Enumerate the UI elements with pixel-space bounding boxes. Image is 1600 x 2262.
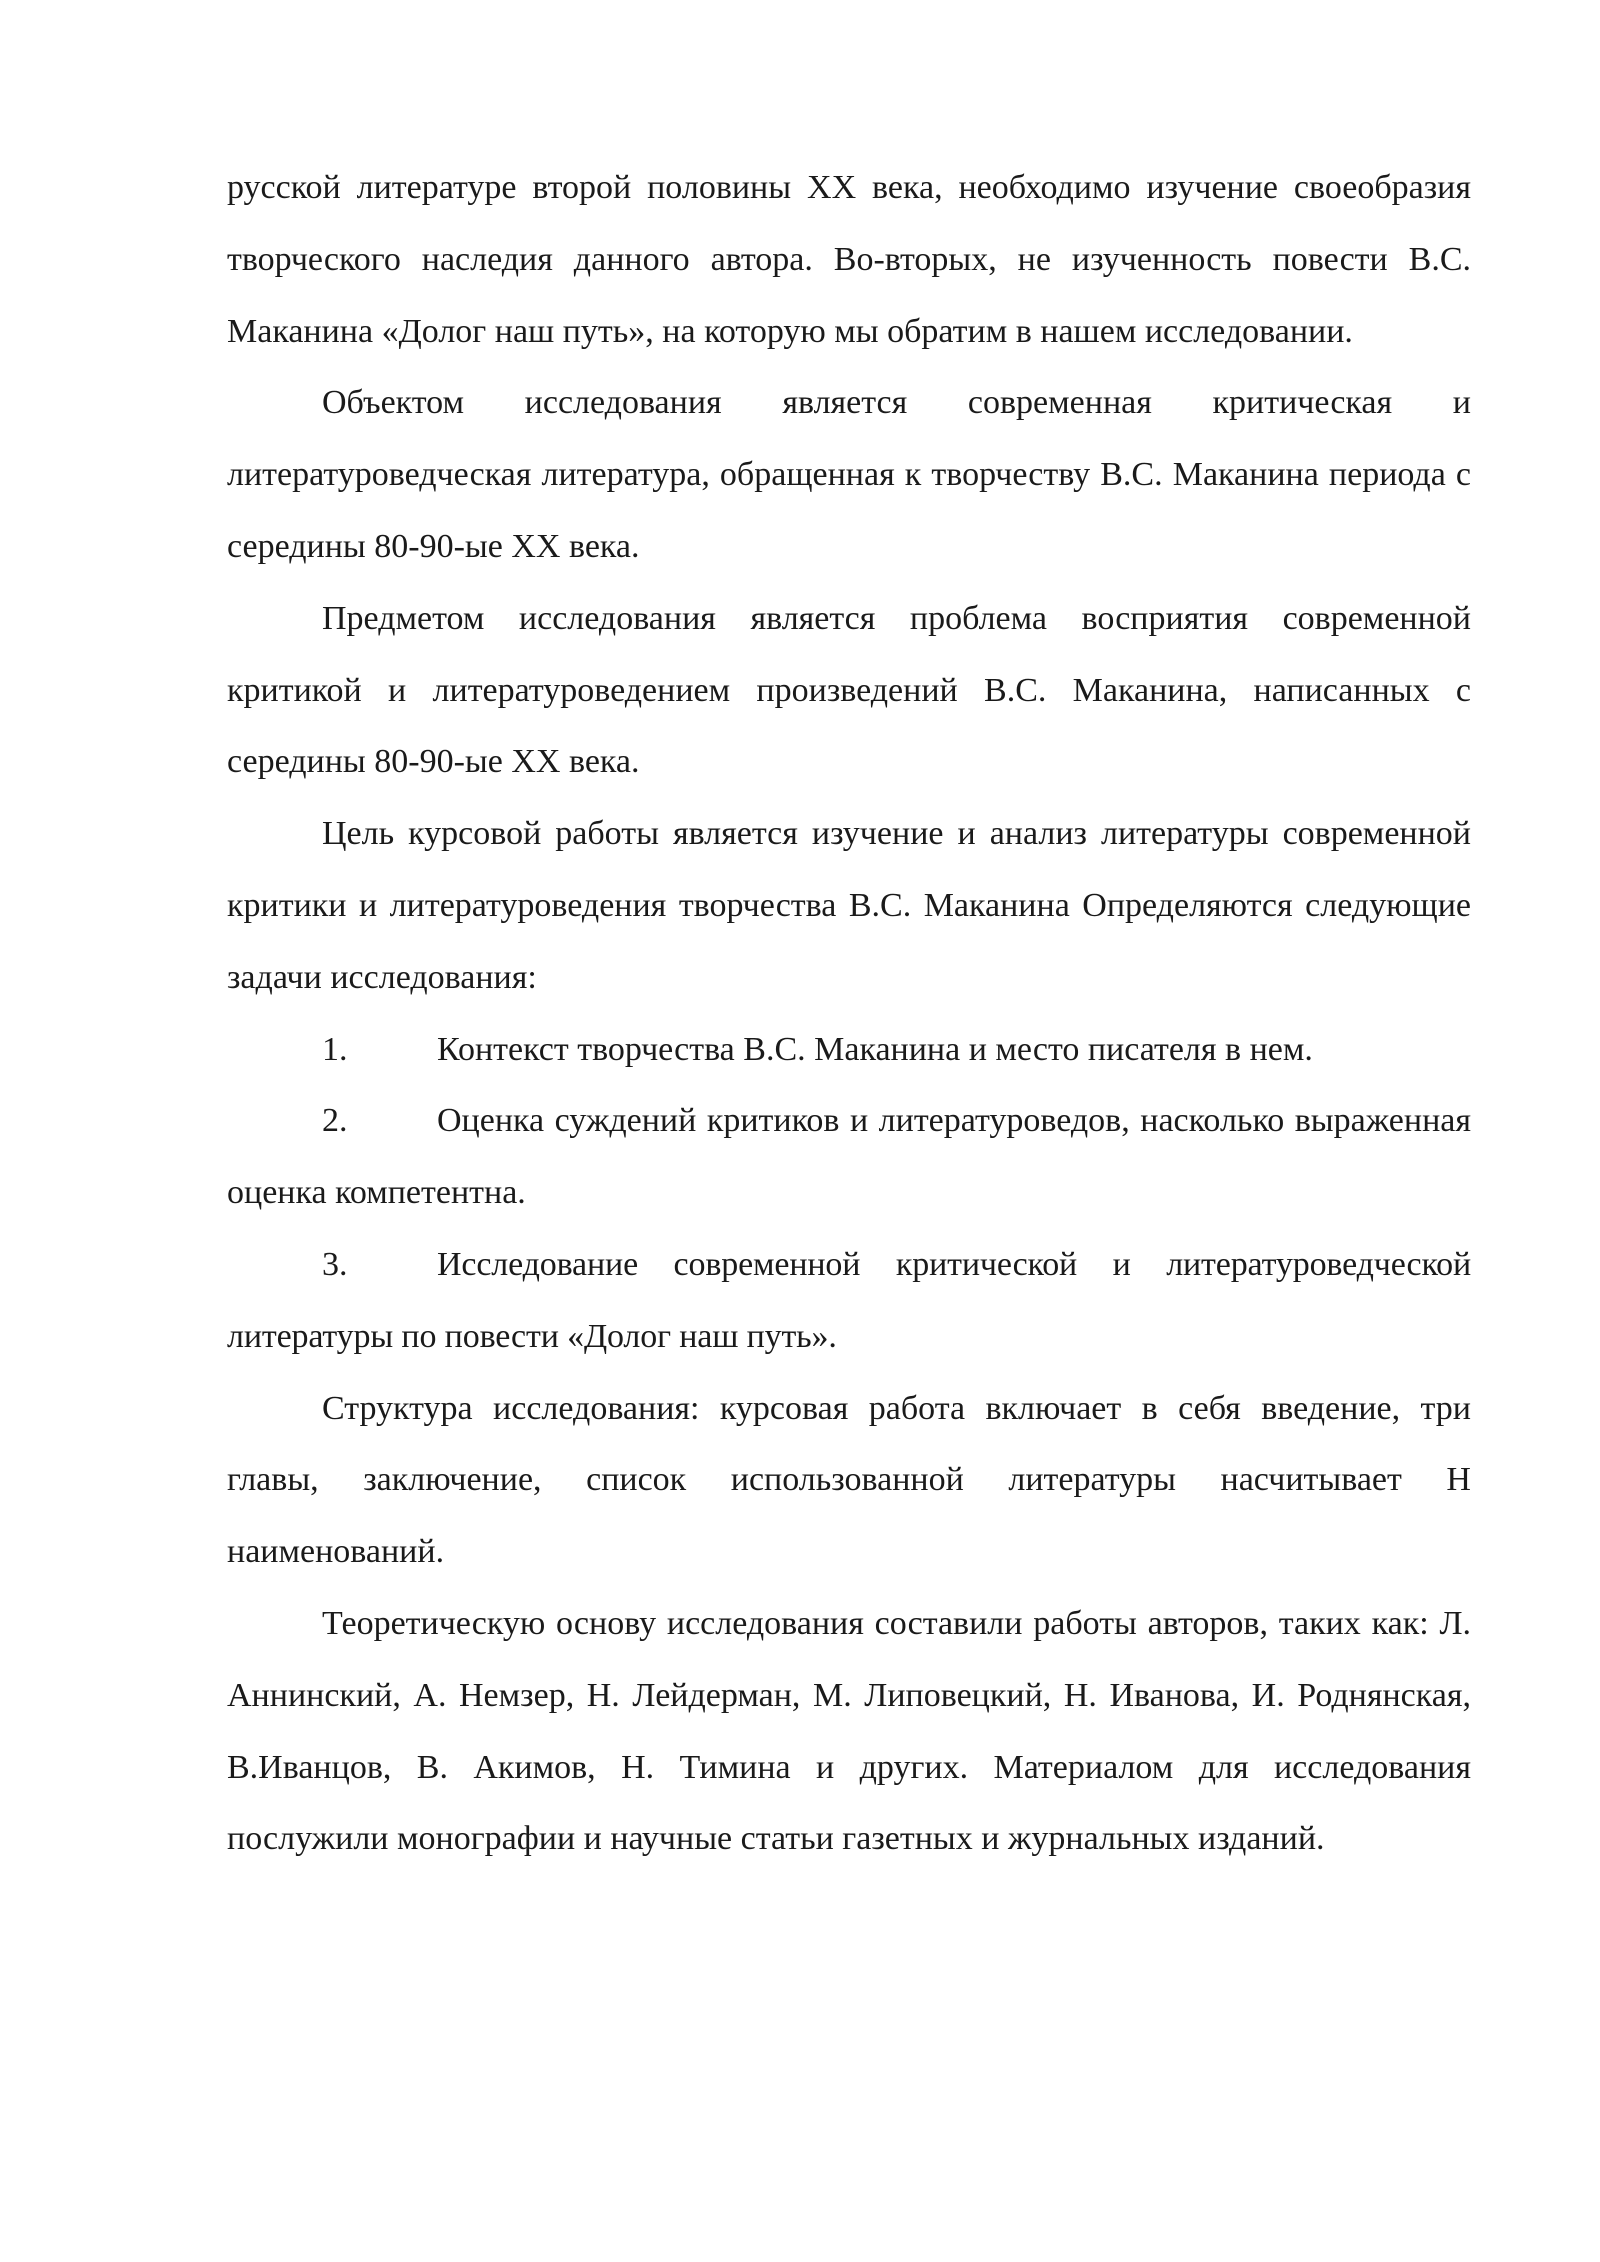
- paragraph-continuation: русской литературе второй половины XX века, необходимо изучение своеобразия творческого наследия данного автора. Во-вторых, не изученность повести В.С. Маканина «Долог наш путь», на которую мы обратим в нашем исследовании.: [227, 169, 1471, 350]
- task-number: 1.: [322, 1030, 348, 1068]
- paragraph-subject: Предметом исследования является проблема восприятия современной критикой и литературоведением произведений В.С. Маканина, написанных с середины 80-90-ые XX века.: [227, 599, 1471, 781]
- task-item-3: [227, 1229, 1471, 1373]
- paragraph-goal: Цель курсовой работы является изучение и анализ литературы современной критики и литературоведения творчества В.С. Маканина Определяются следующие задачи исследования:: [227, 815, 1471, 996]
- task-text: Контекст творчества В.С. Маканина и место писателя в нем.: [437, 1030, 1313, 1068]
- paragraph-theoretical-basis: Теоретическую основу исследования составили работы авторов, таких как: Л. Аннинский, А. Немзер, Н. Лейдерман, М. Липовецкий, Н. Иванова, И. Роднянская, В.Иванцов, В. Акимов, Н. Тимина и других. Материалом для исследования послужили монографии и научные статьи газетных и журнальных изданий.: [227, 1604, 1471, 1858]
- task-text: Оценка суждений критиков и литературоведов, насколько выраженная оценка компетентна.: [227, 1102, 1471, 1212]
- task-item-1: [227, 1014, 1471, 1086]
- document-page: [227, 152, 1471, 1875]
- task-number: 2.: [322, 1102, 348, 1140]
- task-text: Исследование современной критической и литературоведческой литературы по повести «Долог наш путь».: [227, 1245, 1471, 1355]
- task-number: 3.: [322, 1245, 348, 1283]
- paragraph-object: Объектом исследования является современная критическая и литературоведческая литература, обращенная к творчеству В.С. Маканина периода с середины 80-90-ые XX века.: [227, 384, 1471, 565]
- task-item-2: [227, 1085, 1471, 1229]
- paragraph-structure: Структура исследования: курсовая работа включает в себя введение, три главы, заключение, список использованной литературы насчитывает Н наименований.: [227, 1389, 1471, 1571]
- task-list: [227, 1014, 1471, 1373]
